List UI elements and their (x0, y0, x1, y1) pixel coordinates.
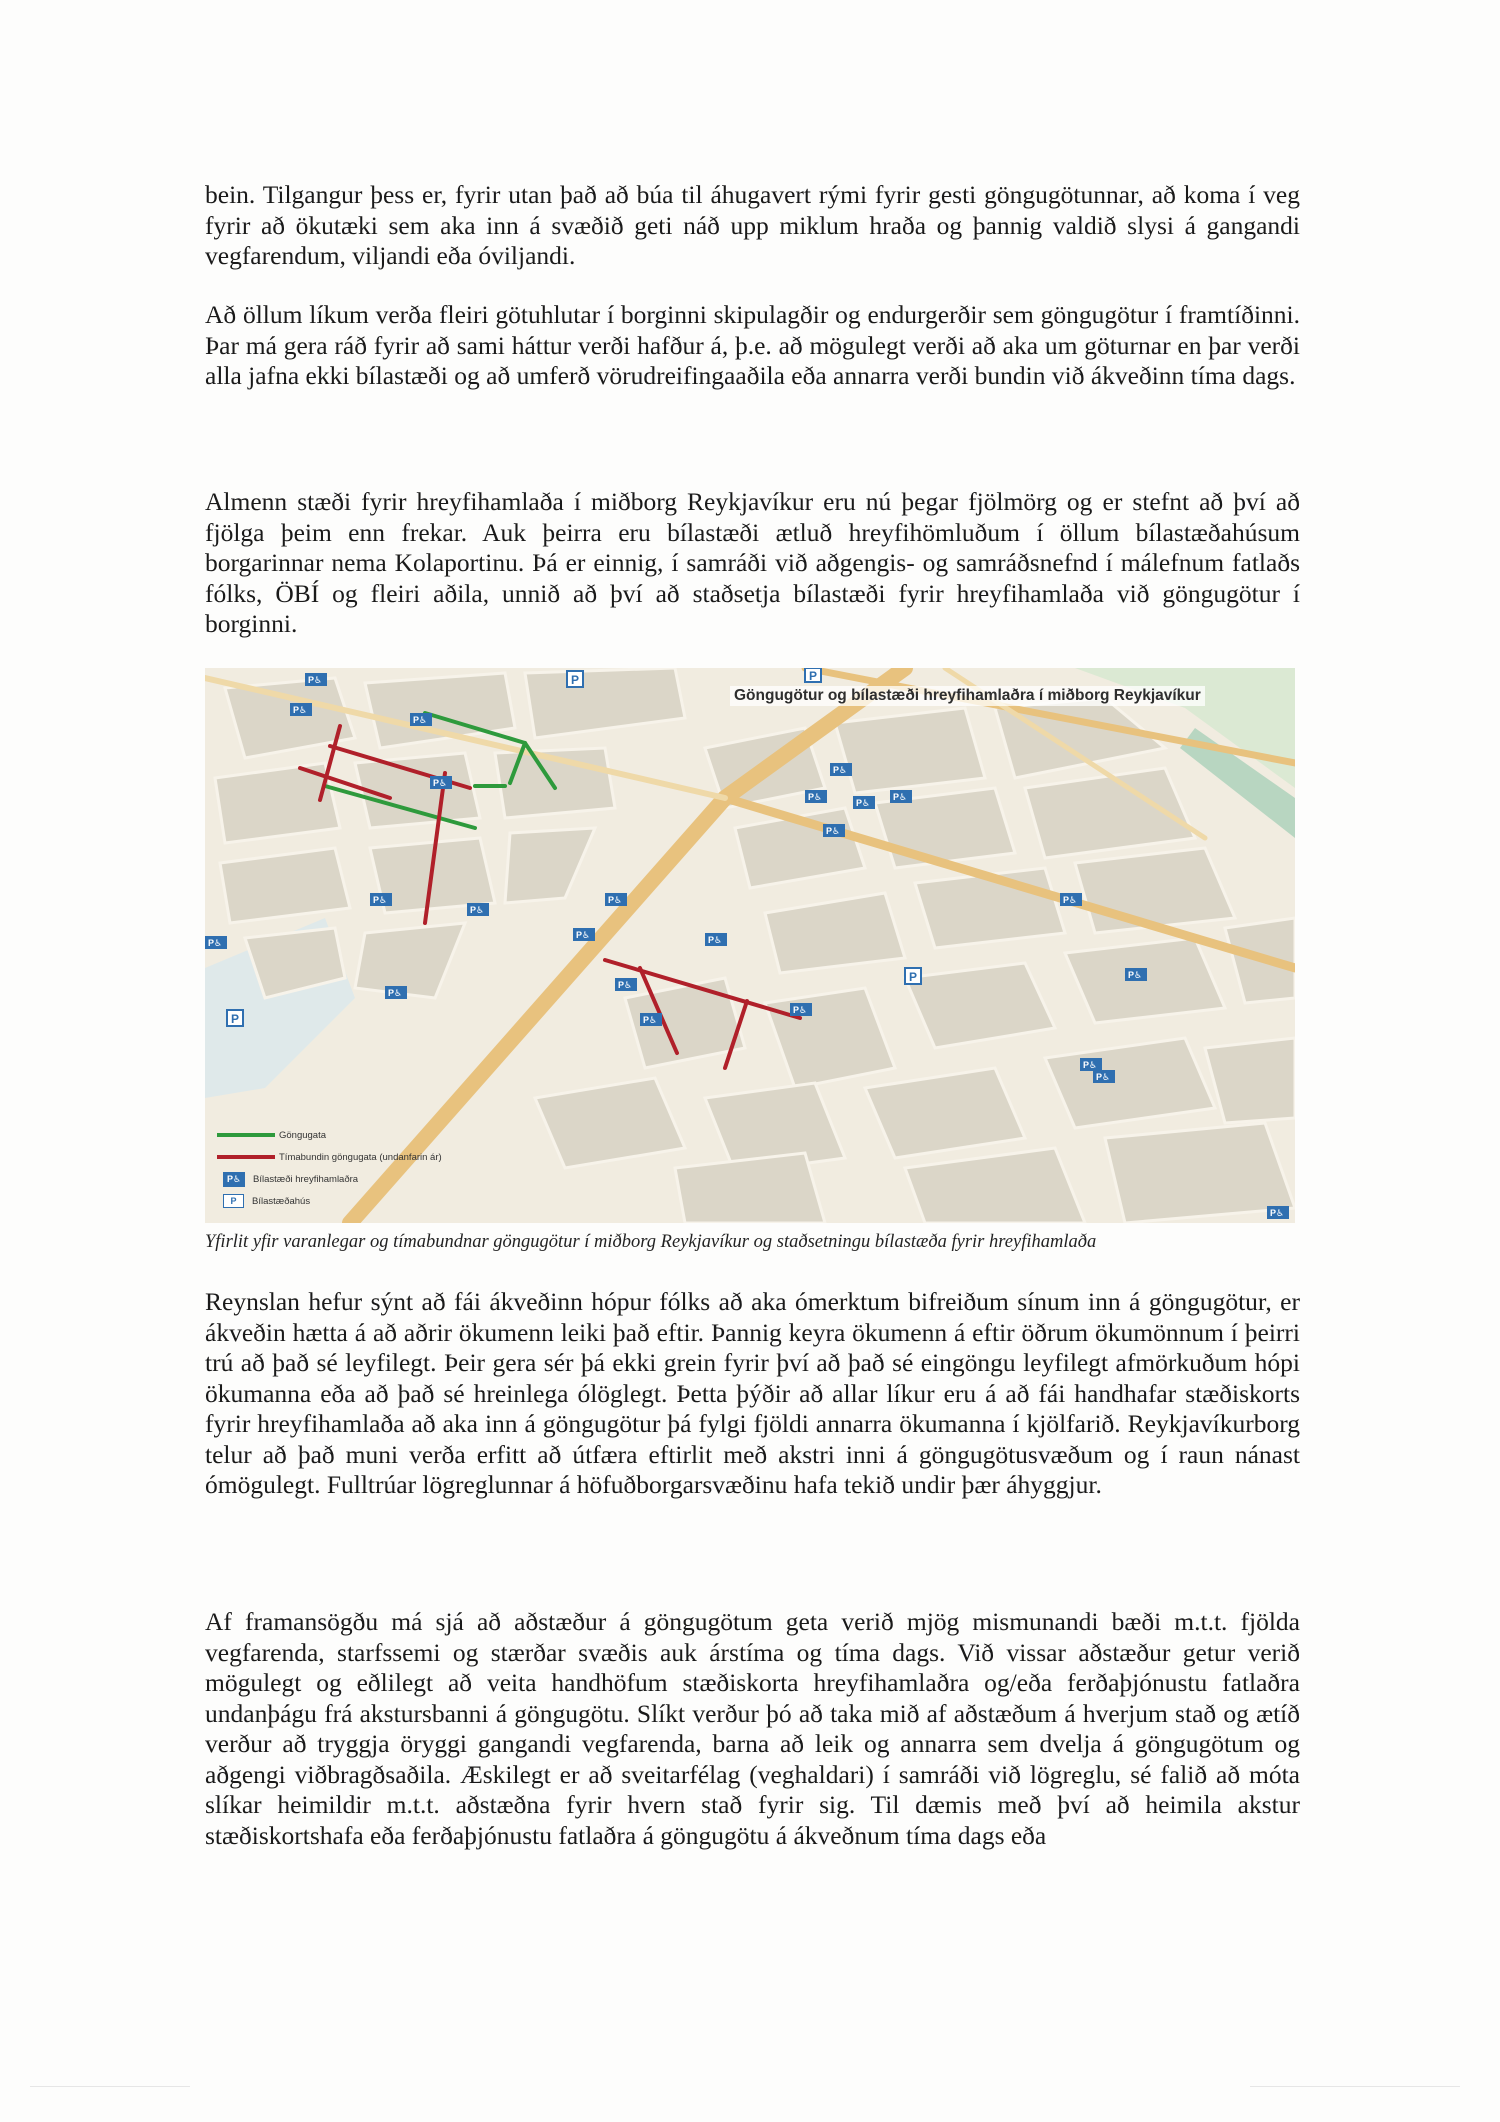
map-title: Göngugötur og bílastæði hreyfihamlaðra í miðborg Reykjavíkur (730, 686, 1205, 706)
scan-edge-mark (1250, 2086, 1460, 2087)
parking-garage-icon: P (223, 1194, 244, 1208)
svg-text:P♿: P♿ (576, 930, 591, 940)
legend-item-garage (217, 1190, 517, 1212)
svg-text:P♿: P♿ (793, 1005, 808, 1015)
paragraph-4: Reynslan hefur sýnt að fái ákveðinn hópur fólks að aka ómerktum bifreiðum sínum inn á göngugötur, er ákveðin hætta á að aðrir ökumenn leiki það eftir. Þannig keyra ökumenn á eftir öðrum ökumönnum í þeirri trú að það sé leyfilegt. Þeir gera sér þá ekki grein fyrir því að það sé eingöngu leyfilegt afmörkuðum hópi ökumanna eða að það sé hreinlega ólöglegt. Þetta þýðir að allar líkur eru á að fái handhafar stæðiskorts fyrir hreyfihamlaða að aka inn á göngugötur þá fylgi fjöldi annarra ökumanna í kjölfarið. Reykjavíkurborg telur að það muni verða erfitt að útfæra eftirlit með akstri inni á göngugötusvæðum og í raun nánast ómögulegt. Fulltrúar lögreglunnar á höfuðborgarsvæðinu hafa tekið undir þær áhyggjur. (205, 1287, 1300, 1499)
svg-text:P♿: P♿ (308, 675, 323, 685)
red-line-icon (217, 1155, 275, 1159)
disabled-parking-icon: P♿ (223, 1172, 245, 1187)
legend-item-disabled-parking (217, 1168, 517, 1190)
svg-text:P♿: P♿ (708, 935, 723, 945)
svg-text:P: P (231, 1012, 240, 1026)
map-legend (217, 1124, 517, 1212)
svg-text:P♿: P♿ (1063, 895, 1078, 905)
svg-text:P♿: P♿ (1096, 1072, 1111, 1082)
paragraph-2: Að öllum líkum verða fleiri götuhlutar í borginni skipulagðir og endurgerðir sem göngugötur í framtíðinni. Þar má gera ráð fyrir að sami háttur verði hafður á, þ.e. að mögulegt verði að aka um göturnar en þar verði alla jafna ekki bílastæði og að umferð vörudreifingaaðila eða annarra verði bundin við ákveðinn tíma dags. (205, 300, 1300, 390)
svg-text:P♿: P♿ (388, 988, 403, 998)
paragraph-5: Af framansögðu má sjá að aðstæður á göngugötum geta verið mjög mismunandi bæði m.t.t. fjölda vegfarenda, starfssemi og stærðar svæðis auk árstíma og tíma dags. Við vissar aðstæður getur verið mögulegt og eðlilegt að veita handhöfum stæðiskorta hreyfihamlaðra og/eða ferðaþjónustu fatlaðra undanþágu frá akstursbanni á göngugötu. Slíkt verður þó að taka mið af aðstæðum á hverjum stað og ætíð verður að tryggja öryggi gangandi vegfarenda, barna að leik og annarra sem dvelja á göngugötum og aðgengi viðbragðsaðila. Æskilegt er að sveitarfélag (veghaldari) í samráði við lögreglu, sé falið að móta slíkar heimildir m.t.t. aðstæðna fyrir hvern stað fyrir sig. Til dæmis með því að heimila akstur stæðiskortshafa eða ferðaþjónustu fatlaðra á göngugötu á ákveðnum tíma dags eða (205, 1607, 1300, 1850)
svg-text:P♿: P♿ (373, 895, 388, 905)
paragraph-3: Almenn stæði fyrir hreyfihamlaða í miðborg Reykjavíkur eru nú þegar fjölmörg og er stefnt að því að fjölga þeim enn frekar. Auk þeirra eru bílastæði ætluð hreyfihömluðum í öllum bílastæðahúsum borgarinnar nema Kolaportinu. Þá er einnig, í samráði við aðgengis- og samráðsnefnd í málefnum fatlaðs fólks, ÖBÍ og fleiri aðila, unnið að því að staðsetja bílastæði fyrir hreyfihamlaða við göngugötur í borginni. (205, 487, 1300, 638)
svg-text:P♿: P♿ (808, 792, 823, 802)
svg-text:P♿: P♿ (1083, 1060, 1098, 1070)
svg-text:P: P (909, 970, 918, 984)
scan-edge-mark (30, 2086, 190, 2087)
legend-label: Tímabundin göngugata (undanfarin ár) (279, 1151, 442, 1163)
svg-text:P: P (809, 669, 818, 683)
svg-text:P♿: P♿ (1128, 970, 1143, 980)
legend-item-pedestrian (217, 1124, 517, 1146)
svg-text:P♿: P♿ (413, 715, 428, 725)
svg-text:P♿: P♿ (208, 938, 223, 948)
svg-text:P: P (571, 673, 580, 687)
legend-item-temporary (217, 1146, 517, 1168)
paragraph-1: bein. Tilgangur þess er, fyrir utan það að búa til áhugavert rými fyrir gesti göngugötunnar, að koma í veg fyrir að ökutæki sem aka inn á svæðið geti náð upp miklum hraða og þannig valdið slysi á gangandi vegfarendum, viljandi eða óviljandi. (205, 180, 1300, 270)
legend-label: Bílastæði hreyfihamlaðra (253, 1173, 359, 1185)
svg-text:P♿: P♿ (856, 798, 871, 808)
svg-text:P♿: P♿ (618, 980, 633, 990)
svg-text:P♿: P♿ (826, 826, 841, 836)
svg-text:P♿: P♿ (893, 792, 908, 802)
svg-text:P♿: P♿ (433, 778, 448, 788)
figure-caption: Yfirlit yfir varanlegar og tímabundnar göngugötur í miðborg Reykjavíkur og staðsetningu bílastæða fyrir hreyfihamlaða (205, 1232, 1097, 1252)
street-map-figure (205, 668, 1295, 1223)
legend-label: Göngugata (279, 1129, 327, 1141)
svg-text:P♿: P♿ (608, 895, 623, 905)
svg-text:P♿: P♿ (833, 765, 848, 775)
svg-text:P♿: P♿ (1270, 1208, 1285, 1218)
green-line-icon (217, 1133, 275, 1137)
legend-label: Bílastæðahús (252, 1195, 311, 1207)
svg-text:P♿: P♿ (293, 705, 308, 715)
svg-text:P♿: P♿ (643, 1015, 658, 1025)
svg-text:P♿: P♿ (470, 905, 485, 915)
